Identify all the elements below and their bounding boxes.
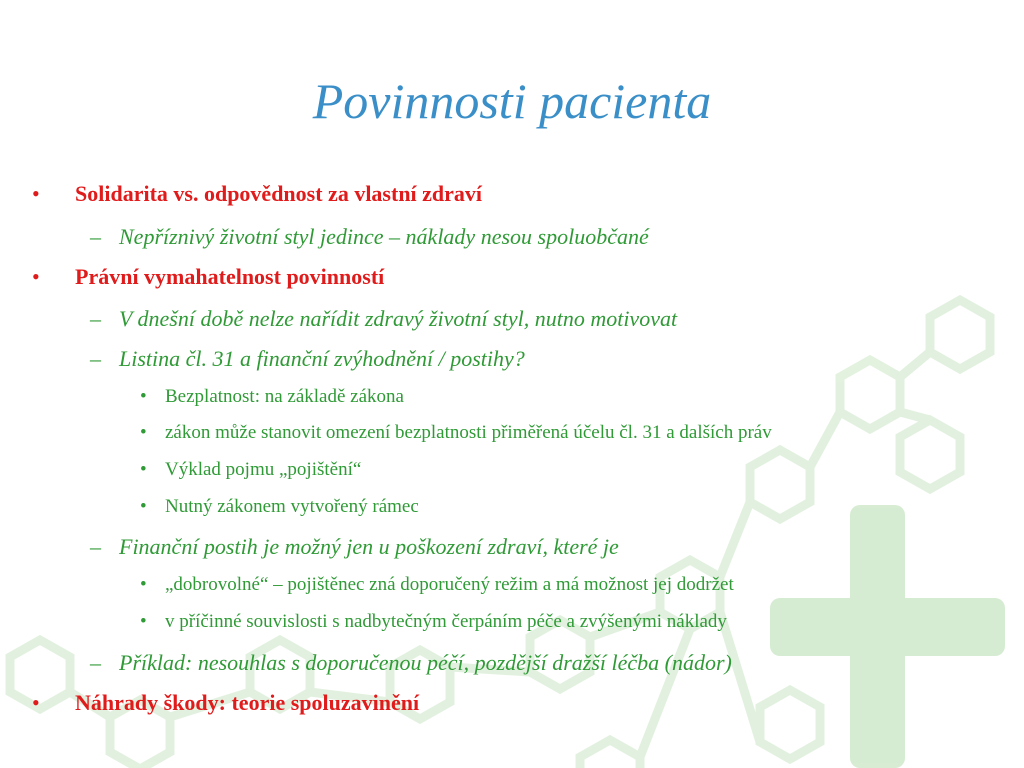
bullet-item-level3: „dobrovolné“ – pojištěnec zná doporučený režim a má možnost jej dodržet xyxy=(165,574,734,595)
bullet-marker: • xyxy=(140,459,147,480)
bullet-marker: – xyxy=(90,306,101,331)
bullet-marker: • xyxy=(32,264,40,289)
bullet-marker: • xyxy=(140,422,147,443)
bullet-marker: – xyxy=(90,650,101,675)
bullet-marker: – xyxy=(90,346,101,371)
bullet-marker: • xyxy=(32,690,40,715)
bullet-item-level3: Výklad pojmu „pojištění“ xyxy=(165,459,362,480)
bullet-item-level2: Finanční postih je možný jen u poškození zdraví, které je xyxy=(119,534,619,559)
bullet-marker: • xyxy=(140,496,147,517)
bullet-item-level3: v příčinné souvislosti s nadbytečným čerpáním péče a zvýšenými náklady xyxy=(165,611,727,632)
page-title: Povinnosti pacienta xyxy=(312,73,712,129)
bullet-item-level2: V dnešní době nelze nařídit zdravý životní styl, nutno motivovat xyxy=(119,306,678,331)
bullet-item-level1: Solidarita vs. odpovědnost za vlastní zdraví xyxy=(75,181,483,206)
bullet-item-level1: Právní vymahatelnost povinností xyxy=(75,264,385,289)
bullet-item-level3: zákon může stanovit omezení bezplatnosti přiměřená účelu čl. 31 a dalších práv xyxy=(165,422,772,443)
bullet-item-level3: Nutný zákonem vytvořený rámec xyxy=(165,496,419,517)
bullet-item-level3: Bezplatnost: na základě zákona xyxy=(165,386,404,407)
bullet-marker: • xyxy=(140,574,147,595)
bullet-item-level2: Listina čl. 31 a finanční zvýhodnění / postihy? xyxy=(119,346,525,371)
bullet-marker: • xyxy=(140,386,147,407)
bullet-marker: – xyxy=(90,534,101,559)
bullet-marker: • xyxy=(32,181,40,206)
bullet-item-level2: Příklad: nesouhlas s doporučenou péčí, pozdější dražší léčba (nádor) xyxy=(119,650,732,675)
bullet-marker: – xyxy=(90,224,101,249)
bullet-item-level2: Nepříznivý životní styl jedince – náklady nesou spoluobčané xyxy=(119,224,649,249)
bullet-marker: • xyxy=(140,611,147,632)
bullet-item-level1: Náhrady škody: teorie spoluzavinění xyxy=(75,690,420,715)
